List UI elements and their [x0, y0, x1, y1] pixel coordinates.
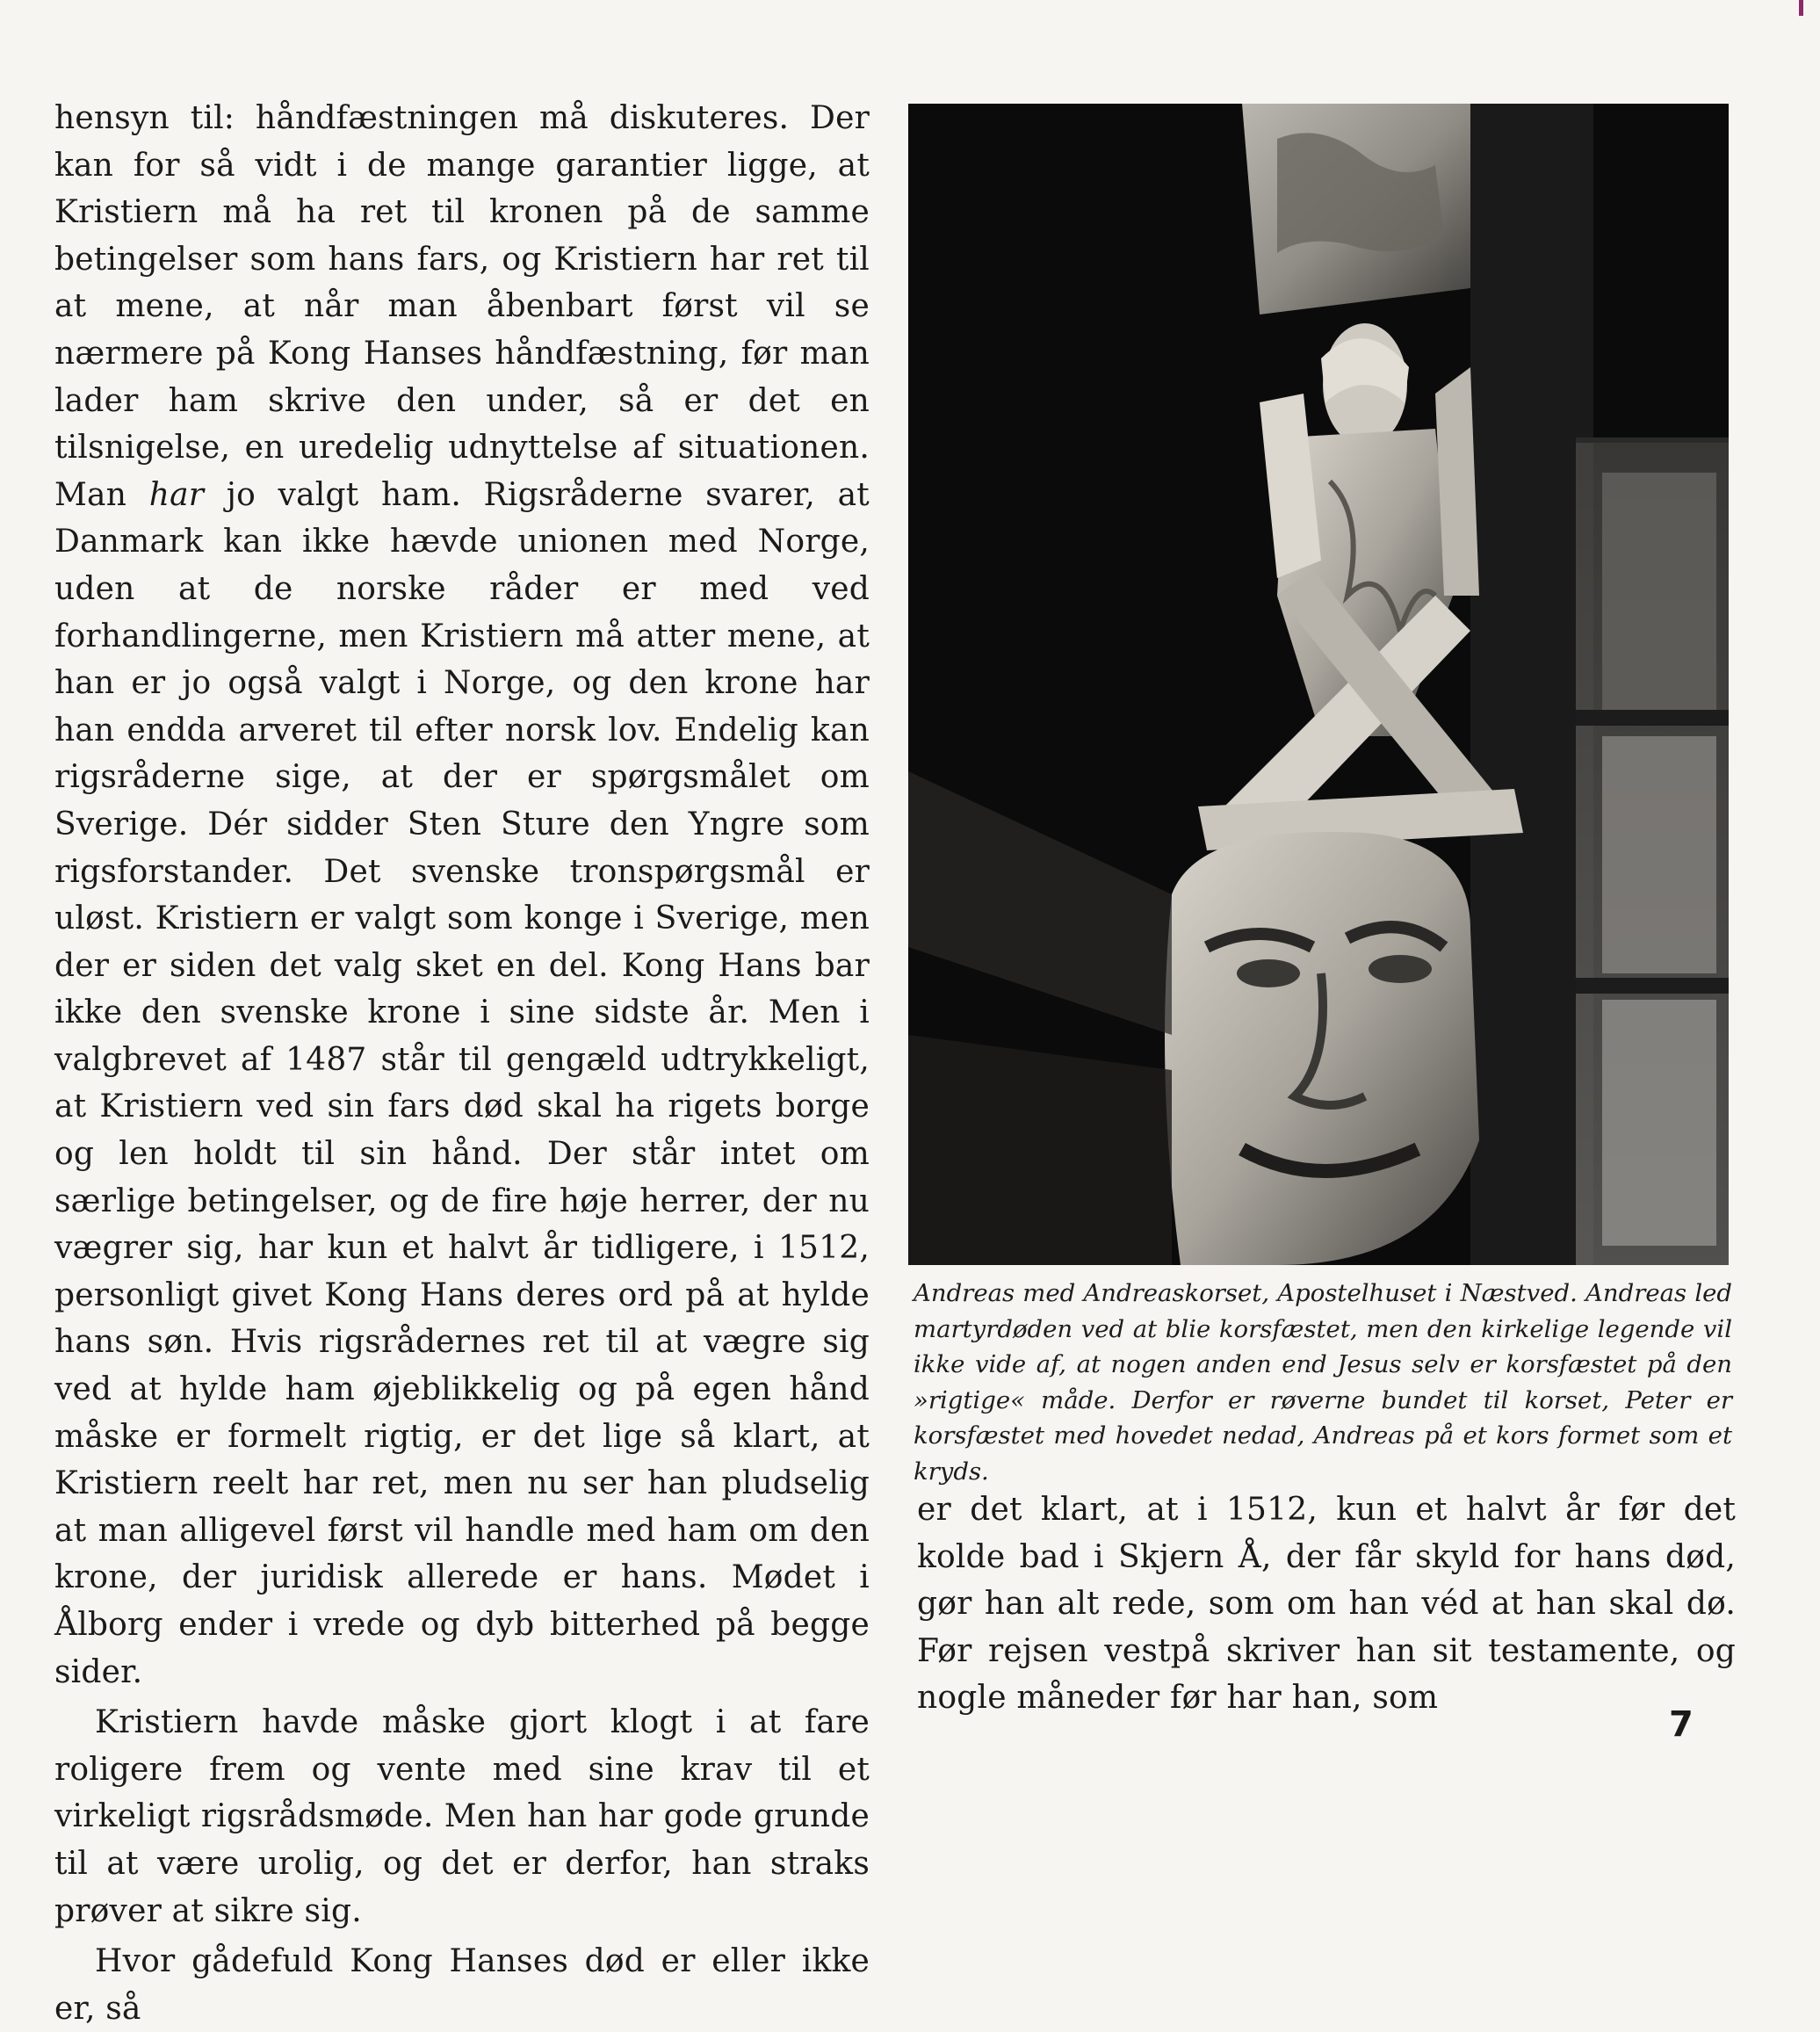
- paragraph-1-text: hensyn til: håndfæstningen må diskuteres. Der kan for så vidt i de mange garantier ligge, at Kristiern må ha ret til kronen på de samme betingelser som hans fars, og Kristiern har ret til at mene, at når man åbenbart først vil se nærmere på Kong Hanses håndfæstning, før man lader ham skrive den under, så er det en tilsnigelse, en uredelig udnyttelse af situationen. Man: [54, 100, 870, 513]
- paragraph-1: [54, 95, 870, 1696]
- sculpture-image: [908, 104, 1729, 1265]
- paragraph-3: Hvor gådefuld Kong Hanses død er eller ikke er, så: [54, 1943, 870, 2027]
- right-paragraph: er det klart, at i 1512, kun et halvt år før det kolde bad i Skjern Å, der får skyld for hans død, gør han alt rede, som om han véd at han skal dø. Før rejsen vestpå skriver han sit testamente, og nogle måneder før har han, som: [917, 1492, 1736, 1717]
- paragraph-1-continued: jo valgt ham. Rigsråderne svarer, at Danmark kan ikke hævde unionen med Norge, uden at de norske råder er med ved forhandlingerne, men Kristiern må atter mene, at han er jo også valgt i Norge, og den krone har han endda arveret til efter norsk lov. Endelig kan rigsråderne sige, at der er spørgsmålet om Sverige. Dér sidder Sten Sture den Yngre som rigsforstander. Det svenske tronspørgsmål er uløst. Kristiern er valgt som konge i Sverige, men der er siden det valg sket en del. Kong Hans bar ikke den svenske krone i sine sidste år. Men i valgbrevet af 1487 står til gengæld udtrykkeligt, at Kristiern ved sin fars død skal ha rigets borge og len holdt til sin hånd. Der står intet om særlige betingelser, og de fire høje herrer, der nu vægrer sig, har kun et halvt år tidligere, i 1512, personligt givet Kong Hans deres ord på at hylde hans søn. Hvis rigsrådernes ret til at vægre sig ved at hylde ham øjeblikkelig og på egen hånd måske er formelt rigtig, er det lige så klart, at Kristiern reelt har ret, men nu ser han pludselig at man alligevel først vil handle med ham om den krone, der juridisk allerede er hans. Mødet i Ålborg ender i vrede og dyb bitterhed på begge sider.: [54, 476, 870, 1690]
- left-text-column: [54, 95, 870, 2032]
- corner-mark: [1799, 0, 1803, 16]
- page-number: 7: [1669, 1704, 1694, 1745]
- stone-sculpture-photo: [908, 104, 1729, 1265]
- paragraph-2: Kristiern havde måske gjort klogt i at fare roligere frem og vente med sine krav til et virkeligt rigsrådsmøde. Men han har gode grunde til at være urolig, og det er derfor, han straks prøver at sikre sig.: [54, 1704, 870, 1929]
- photo-caption: Andreas med Andreaskorset, Apostelhuset i Næstved. Andreas led martyrdøden ved at blie korsfæstet, men den kirkelige legende vil ikke vide af, at nogen anden end Jesus selv er korsfæstet på den »rigtige« måde. Derfor er røverne bundet til korset, Peter er korsfæstet med hovedet nedad, Andreas på et kors formet som et kryds.: [914, 1279, 1732, 1486]
- emphasis-har: har: [148, 476, 205, 513]
- right-text-column: [917, 1486, 1736, 1722]
